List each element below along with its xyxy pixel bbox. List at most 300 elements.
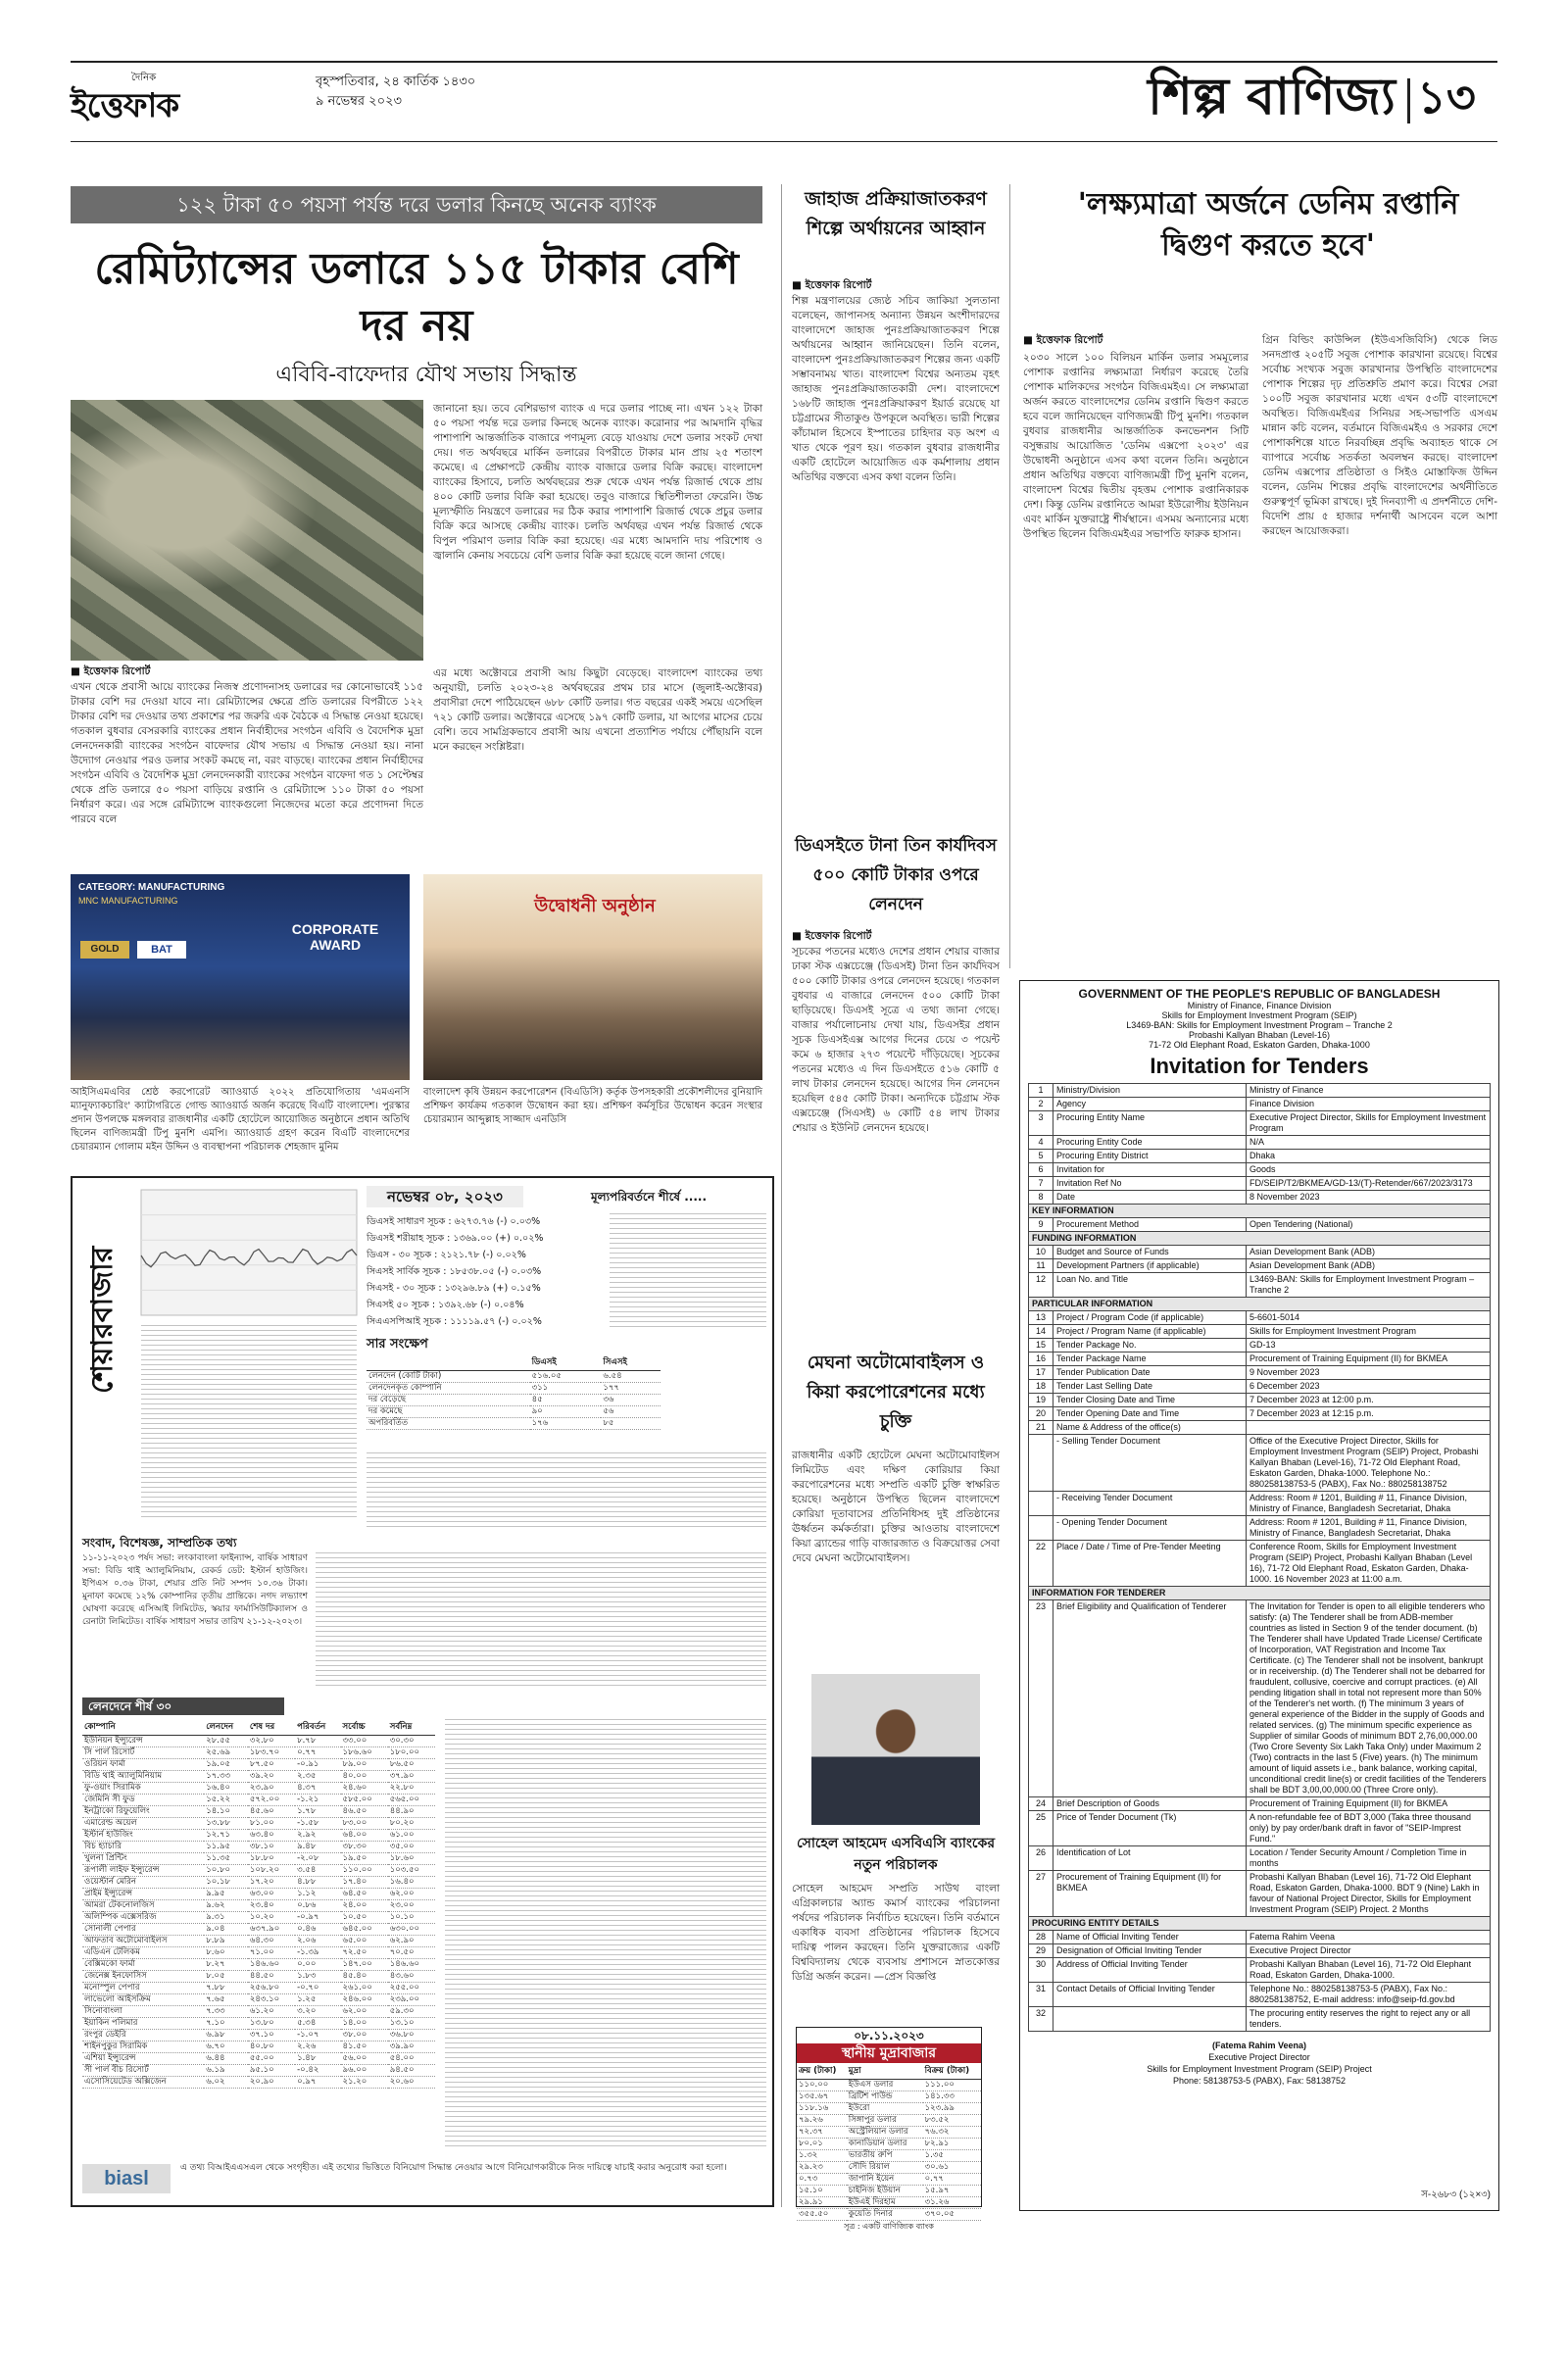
table-row: [82, 1912, 435, 1924]
tender-row-key: Procurement Method: [1054, 1218, 1247, 1232]
table-cell: ওয়েস্টার্ন মেরিন: [82, 1877, 204, 1889]
table-cell: ৩৩.০০: [341, 1736, 388, 1747]
tender-row-key: Brief Description of Goods: [1054, 1797, 1247, 1811]
table-cell: ৩৯.৯০: [388, 2041, 435, 2053]
hall-banner: উদ্বোধনী অনুষ্ঠান: [534, 896, 656, 916]
table-cell: ৩০.৬১: [923, 2162, 981, 2174]
stock-change-title: মূল্যপরিবর্তনে শীর্ষে .....: [590, 1190, 708, 1204]
tender-row-number: 10: [1029, 1246, 1054, 1259]
table-row: [1029, 1917, 1491, 1931]
tender-section-heading: KEY INFORMATION: [1029, 1205, 1491, 1218]
table-cell: -২.০৮: [295, 1853, 340, 1865]
table-cell: ১৮৩.৭০: [248, 1747, 295, 1759]
table-cell: কুয়েতি দিনার: [847, 2209, 923, 2221]
table-row: [82, 2053, 435, 2065]
tender-row-number: 7: [1029, 1177, 1054, 1191]
table-row: [82, 1853, 435, 1865]
table-cell: ৪৪.৫০: [248, 1971, 295, 1983]
tender-row-number: 11: [1029, 1259, 1054, 1273]
table-cell: ১০.২০: [248, 1912, 295, 1924]
lead-headline: রেমিট্যান্সের ডলারে ১১৫ টাকার বেশি দর নয়: [94, 244, 739, 351]
tender-loan: L3469-BAN: Skills for Employment Investment Program – Tranche 2: [1126, 1020, 1393, 1030]
tender-row-value: Executive Project Director: [1247, 1944, 1491, 1958]
table-cell: ১৪১.৩৩: [923, 2091, 981, 2103]
award-caption: আইসিএমএবির শ্রেষ্ঠ করপোরেট অ্যাওয়ার্ড ২০২২ প্রতিযোগিতায় 'এমএনসি ম্যানুফ্যাকচারিং' ক্যাটাগরিতে গোল্ড অ্যাওয়ার্ড অর্জন করেছে বিএটি বাংলাদেশ। পুরস্কার প্রদান উপলক্ষে মঙ্গলবার রাজধানীর একটি হোটেলে আয়োজিত অনুষ্ঠানে প্রধান অতিথি ছিলেন বাণিজ্যমন্ত্রী টিপু মুনশি এমপি। অ্যাওয়ার্ড গ্রহণ করেন বিএটি বাংলাদেশের চেয়ারম্যান গোলাম মইন উদ্দিন ও ব্যবস্থাপনা পরিচালক শেহজাদ মুনিম: [71, 1087, 410, 1153]
table-row: [1029, 1325, 1491, 1339]
tender-row-key: Name & Address of the office(s): [1054, 1421, 1247, 1435]
table-cell: ৫.৩৪: [295, 2018, 340, 2030]
tender-row-value: Asian Development Bank (ADB): [1247, 1246, 1491, 1259]
tender-sign-name: (Fatema Rahim Veena): [1211, 2041, 1307, 2050]
table-row: [82, 2018, 435, 2030]
table-row: [1029, 1944, 1491, 1958]
award-gold: GOLD: [80, 941, 129, 959]
table-cell: কানাডিয়ান ডলার: [847, 2139, 923, 2150]
story2-headline: ডিএসইতে টানা তিন কার্যদিবস ৫০০ কোটি টাকার ওপরে লেনদেন: [795, 836, 997, 914]
fx-date: ০৮.১১.২০২৩: [854, 2029, 924, 2042]
fx-header: মুদ্রা: [847, 2063, 923, 2080]
tender-row-number: 1: [1029, 1084, 1054, 1098]
table-cell: ইয়াকিন পলিমার: [82, 2018, 204, 2030]
table-row: [82, 1771, 435, 1783]
table-cell: সি পার্ল রিসোর্ট: [82, 1747, 204, 1759]
tender-section-heading: FUNDING INFORMATION: [1029, 1232, 1491, 1246]
table-cell: ২৫৬.৮০: [248, 1983, 295, 1994]
tender-section-heading: PARTICULAR INFORMATION: [1029, 1298, 1491, 1311]
table-cell: সৌদি রিয়াল: [847, 2162, 923, 2174]
tender-row-value: Skills for Employment Investment Program: [1247, 1325, 1491, 1339]
table-cell: ২৪৬.০০: [341, 1994, 388, 2006]
table-cell: ১৫.৯৭: [923, 2186, 981, 2197]
tender-row-key: Procurement of Training Equipment (II) for BKMEA: [1054, 1871, 1247, 1917]
table-cell: ২০.৬০: [388, 2077, 435, 2089]
table-row: [82, 2030, 435, 2041]
top30-header: শেষ দর: [248, 1719, 295, 1736]
table-cell: ২.০৬: [295, 1936, 340, 1947]
table-cell: ৪৪.৯০: [388, 1806, 435, 1818]
profile-photo: [811, 1674, 980, 1825]
table-cell: ভারতীয় রুপি: [847, 2150, 923, 2162]
table-row: [1029, 1516, 1491, 1541]
lead-bottom-text: এর মধ্যে অক্টোবরে প্রবাসী আয় কিছুটা বেড়েছে। বাংলাদেশ ব্যাংকের তথ্য অনুযায়ী, চলতি ২০২৩-২৪ অর্থবছরের প্রথম চার মাসে (জুলাই-অক্টোবর) প্রবাসীরা দেশে পাঠিয়েছেন ৬৮৮ কোটি ডলার। গত বছরের একই সময়ে এসেছিল ৭২১ কোটি ডলার। অক্টোবরে এসেছে ১৯৭ কোটি ডলার, যা আগের মাসের চেয়ে বেশি। তবে সামগ্রিকভাবে প্রবাসী আয় এখনো প্রত্যাশিত পর্যায়ে পৌঁছায়নি বলে মনে করছেন সংশ্লিষ্টরা।: [433, 667, 762, 753]
table-cell: ২১.২০: [341, 2077, 388, 2089]
table-cell: ৯.৩১: [204, 1912, 248, 1924]
table-cell: ৫৫.০০: [248, 2053, 295, 2065]
table-row: [1029, 1205, 1491, 1218]
table-cell: ৮২.৯১: [923, 2139, 981, 2150]
table-cell: ১৯.৫০: [341, 1853, 388, 1865]
table-cell: ওরিয়ন ফার্মা: [82, 1759, 204, 1771]
table-cell: খুলনা প্রিন্টিং: [82, 1853, 204, 1865]
tender-row-value: 6 December 2023: [1247, 1380, 1491, 1394]
table-row: [82, 1889, 435, 1900]
market-title: সংবাদ, বিশেষজ্ঞ, সাম্প্রতিক তথ্য: [82, 1536, 237, 1549]
story3-text: রাজধানীর একটি হোটেলে মেঘনা অটোমোবাইলস লিমিটেড এবং দক্ষিণ কোরিয়ার কিয়া করপোরেশনের মধ্যে সম্প্রতি একটি চুক্তি স্বাক্ষরিত হয়েছে। অনুষ্ঠানে উপস্থিত ছিলেন বাংলাদেশে কোরিয়া দূতাবাসের প্রতিনিধিসহ দুই প্রতিষ্ঠানের ঊর্ধ্বতন কর্মকর্তারা। চুক্তির আওতায় বাংলাদেশে কিয়া ব্র্যান্ডের গাড়ি বাজারজাত ও বিক্রয়োত্তর সেবা দেবে মেঘনা অটোমোবাইলস।: [792, 1450, 1000, 1564]
table-cell: লাভেলো আইসক্রিম: [82, 1994, 204, 2006]
table-cell: সোনালী পেপার: [82, 1924, 204, 1936]
table-cell: ১৯.০৫: [204, 1759, 248, 1771]
denim-col2-text: গ্রিন বিল্ডিং কাউন্সিল (ইউএসজিবিসি) থেকে লিড সনদপ্রাপ্ত ২০৫টি সবুজ পোশাক কারখানা রয়েছে। বিশ্বের সর্বোচ্চ সংখ্যক সবুজ কারখানার উপস্থিতি বাংলাদেশের পোশাক শিল্পের দৃঢ় প্রতিশ্রুতি প্রমাণ করে। বিশ্বের সেরা ১০০টি সবুজ কারখানার মধ্যে এখন ৫৩টি বাংলাদেশে অবস্থিত। বিজিএমইএর সিনিয়র সহ-সভাপতি এসএম মান্নান কচি বলেন, বর্তমানে বিজিএমইএ ও সরকার দেশে পোশাকশিল্পে যাতে নিরবচ্ছিন্ন প্রবৃদ্ধি অব্যাহত থাকে সে ব্যাপারে সর্বোচ্চ সতর্কতা অবলম্বন করছে। বাংলাদেশ ডেনিম এক্সপোর প্রতিষ্ঠাতা ও সিইও মোস্তাফিজ উদ্দিন বলেন, ডেনিম শিল্পের প্রবৃদ্ধি বাংলাদেশের অর্থনীতিতে গুরুত্বপূর্ণ ভূমিকা রাখছে। দুই দিনব্যাপী এ প্রদর্শনীতে দেশি-বিদেশি প্রায় ৫ হাজার দর্শনার্থী আসবেন বলে আশা করছেন আয়োজকরা।: [1262, 334, 1497, 537]
masthead-date-line1: বৃহস্পতিবার, ২৪ কার্তিক ১৪৩০: [316, 74, 476, 89]
table-cell: ১.১২: [295, 1889, 340, 1900]
table-row: [1029, 1163, 1491, 1177]
table-row: [797, 2103, 981, 2115]
tender-row-key: Brief Eligibility and Qualification of Tenderer: [1054, 1600, 1247, 1797]
sector-lines: [141, 1325, 357, 1521]
table-cell: আফতাব অটোমোবাইলস: [82, 1936, 204, 1947]
table-row: [1029, 2007, 1491, 2032]
table-row: [1029, 1339, 1491, 1353]
table-row: [797, 2127, 981, 2139]
fx-box: [796, 2027, 982, 2231]
tender-row-value: Fatema Rahim Veena: [1247, 1931, 1491, 1944]
table-cell: ২৩.৯০: [248, 1783, 295, 1795]
denim-byline: ■ ইত্তেফাক রিপোর্ট: [1023, 334, 1103, 346]
table-row: [1029, 1150, 1491, 1163]
tender-row-value: Address: Room # 1201, Building # 11, Finance Division, Ministry of Finance, Bangladesh Secretariat, Dhaka: [1247, 1516, 1491, 1541]
table-row: [1029, 1111, 1491, 1136]
table-cell: ৪০.৮০: [248, 2041, 295, 2053]
table-row: [82, 1983, 435, 1994]
table-row: [82, 1900, 435, 1912]
table-cell: ৭২.৫০: [341, 1947, 388, 1959]
tender-row-key: - Selling Tender Document: [1054, 1435, 1247, 1492]
tender-row-number: 21: [1029, 1421, 1054, 1435]
tender-row-key: Designation of Official Inviting Tender: [1054, 1944, 1247, 1958]
table-cell: জেমিনি সী ফুড: [82, 1795, 204, 1806]
tender-row-number: 28: [1029, 1931, 1054, 1944]
story2-text: সূচকের পতনের মধ্যেও দেশের প্রধান শেয়ার বাজার ঢাকা স্টক এক্সচেঞ্জে (ডিএসই) টানা তিন কার্যদিবস ৫০০ কোটি টাকার ওপরে লেনদেন হয়েছে। গতকাল বুধবার এ বাজারে লেনদেন ৫০০ কোটি টাকা ছাড়িয়েছে। ডিএসই সূত্রে এ তথ্য জানা গেছে। বাজার পর্যালোচনায় দেখা যায়, ডিএসইর প্রধান সূচক ডিএসইএক্স আগের দিনের চেয়ে ৩ পয়েন্ট কমে ৬ হাজার ২৭৩ পয়েন্টে দাঁড়িয়েছে। সূচকের পতনের মধ্যেও এ দিন ডিএসইতে ৫১৬ কোটি ৫ লাখ টাকার লেনদেন হয়েছে। আগের দিন লেনদেন হয়েছিল ৫৪৫ কোটি টাকা। অন্যদিকে চট্টগ্রাম স্টক এক্সচেঞ্জে (সিএসই) ৬ কোটি ৫৪ লাখ টাকার শেয়ার ও ইউনিট লেনদেন হয়েছে।: [792, 946, 1000, 1134]
table-cell: ১.৩৫: [923, 2150, 981, 2162]
tender-row-number: 24: [1029, 1797, 1054, 1811]
market-lines: [316, 1552, 766, 1690]
tender-row-value: Location / Tender Security Amount / Completion Time in months: [1247, 1846, 1491, 1871]
tender-row-value: L3469-BAN: Skills for Employment Investment Program – Tranche 2: [1247, 1273, 1491, 1298]
table-cell: ৩.৫৪: [295, 1865, 340, 1877]
section-title: শিল্প বাণিজ্য: [1148, 68, 1396, 126]
table-cell: ৬.০২: [204, 2077, 248, 2089]
profile-text: সোহেল আহমেদ সম্প্রতি সাউথ বাংলা এগ্রিকালচার অ্যান্ড কমার্স ব্যাংকের পরিচালনা পর্ষদের পরিচালক নির্বাচিত হয়েছেন। তিনি বর্তমানে একাধিক ব্যবসা প্রতিষ্ঠানের পরিচালক হিসেবে দায়িত্ব পালন করছেন। তিনি যুক্তরাজ্যের একটি বিশ্ববিদ্যালয় থেকে ব্যবসায় প্রশাসনে স্নাতকোত্তর ডিগ্রি অর্জন করেন। —প্রেস বিজ্ঞপ্তি: [792, 1883, 1000, 1983]
tender-address2: 71-72 Old Elephant Road, Eskaton Garden, Dhaka-1000: [1149, 1040, 1370, 1050]
table-cell: ৬১.২০: [248, 2006, 295, 2018]
table-cell: সী পার্ল বীচ রিসোর্ট: [82, 2065, 204, 2077]
tender-row-key: Project / Program Code (if applicable): [1054, 1311, 1247, 1325]
dollar-photo: [71, 400, 423, 661]
tender-row-value: GD-13: [1247, 1339, 1491, 1353]
tender-sign-org: Skills for Employment Investment Program (SEIP) Project: [1147, 2064, 1372, 2074]
table-row: [82, 1924, 435, 1936]
table-cell: চাইনিজ ইউয়ান: [847, 2186, 923, 2197]
tender-row-number: 16: [1029, 1353, 1054, 1366]
tender-row-value: Open Tendering (National): [1247, 1218, 1491, 1232]
tender-row-number: 15: [1029, 1339, 1054, 1353]
tender-sign-title: Executive Project Director: [1208, 2052, 1310, 2062]
tender-row-value: 7 December 2023 at 12:15 p.m.: [1247, 1407, 1491, 1421]
table-row: [1029, 1353, 1491, 1366]
stock-date: নভেম্বর ০৮, ২০২৩: [367, 1186, 523, 1207]
table-cell: ৮৩.০০: [341, 1818, 388, 1830]
table-cell: প্রাইম ইন্স্যুরেন্স: [82, 1889, 204, 1900]
tender-row-number: 4: [1029, 1136, 1054, 1150]
table-row: [1029, 1246, 1491, 1259]
table-cell: -০.৯৭: [295, 1912, 340, 1924]
tender-ref-code: স-২৬৮৩ (১২×৩): [1421, 2189, 1491, 2200]
table-cell: ৬৪.৩০: [248, 1936, 295, 1947]
biasl-logo: biasl: [82, 2164, 171, 2193]
table-cell: ৮.২৭: [204, 1959, 248, 1971]
table-cell: ২৩.৪০: [248, 1900, 295, 1912]
table-cell: -০.৭০: [295, 1983, 340, 1994]
table-cell: ৯.৬২: [204, 1900, 248, 1912]
top30-header: কোম্পানি: [82, 1719, 204, 1736]
table-cell: ব্রিটিশ পাউন্ড: [847, 2091, 923, 2103]
table-cell: ৯.৪৮: [295, 1842, 340, 1853]
tender-row-number: 18: [1029, 1380, 1054, 1394]
top30-table: [82, 1719, 435, 2089]
table-cell: ১০৩.৫০: [388, 1865, 435, 1877]
index-line: সিএসই সার্বিক সূচক : ১৮৫৩৮.০৫ (-) ০.০৩%: [367, 1266, 542, 1277]
lead-banner: [71, 186, 762, 223]
table-cell: ২৫.৬৯: [204, 1747, 248, 1759]
award-banner: CATEGORY: MANUFACTURING: [78, 882, 225, 893]
story1-text: শিল্প মন্ত্রণালয়ের জ্যেষ্ঠ সচিব জাকিয়া সুলতানা বলেছেন, জাপানসহ অন্যান্য উন্নয়ন অংশীদারদের বাংলাদেশে জাহাজ পুনঃপ্রক্রিয়াজাতকরণ শিল্পে অর্থায়নের আহ্বান জানিয়েছেন। তিনি বলেন, বাংলাদেশ পুনঃপ্রক্রিয়াজাতকরণ শিল্পের জন্য একটি সম্ভাবনাময় খাত। বাংলাদেশ বিশ্বের অন্যতম বৃহৎ জাহাজ পুনঃপ্রক্রিয়াজাতকারী দেশ। বাংলাদেশে ১৬৮টি জাহাজ পুনঃপ্রক্রিয়াকরণ ইয়ার্ড রয়েছে যা চট্টগ্রামের সীতাকুণ্ড উপকূলে অবস্থিত। ভারী শিল্পের কাঁচামাল হিসেবে ইস্পাতের চাহিদার বড় অংশ এ খাত থেকে পূরণ হয়। গতকাল বুধবার রাজধানীর একটি হোটেলে আয়োজিত এক কর্মশালায় প্রধান অতিথির বক্তব্যে এসব কথা বলেন তিনি।: [792, 295, 1000, 483]
table-cell: জাপানি ইয়েন: [847, 2174, 923, 2186]
hall-photo: [423, 874, 762, 1080]
table-cell: ১.৮৩: [295, 1971, 340, 1983]
tender-row-value: FD/SEIP/T2/BKMEA/GD-13/(T)-Retender/667/2023/3173: [1247, 1177, 1491, 1191]
table-cell: ১১.৯৫: [204, 1842, 248, 1853]
table-cell: ০.৮৬: [295, 1900, 340, 1912]
table-cell: -১.৫৮: [295, 1818, 340, 1830]
table-cell: ইউরো: [847, 2103, 923, 2115]
tender-row-key: Identification of Lot: [1054, 1846, 1247, 1871]
table-cell: ৪.৮৮: [295, 1877, 340, 1889]
top30-title: লেনদেনে শীর্ষ ৩০: [82, 1697, 284, 1715]
hall-caption: বাংলাদেশ কৃষি উন্নয়ন করপোরেশন (বিএডিসি) কর্তৃক উপসহকারী প্রকৌশলীদের বুনিয়াদি প্রশিক্ষণ কার্যক্রম গতকাল উদ্বোধন করা হয়। প্রশিক্ষণ কর্মসূচির উদ্বোধন করেন সংস্থার চেয়ারম্যান আব্দুল্লাহ সাজ্জাদ এনডিসি: [423, 1087, 762, 1125]
table-cell: ২৩.০০: [388, 1900, 435, 1912]
table-cell: ১১০.০০: [341, 1865, 388, 1877]
summary-table: [367, 1354, 661, 1430]
tender-row-key: Project / Program Name (if applicable): [1054, 1325, 1247, 1339]
table-cell: ৮১.০০: [248, 1818, 295, 1830]
table-cell: ৬২.৯০: [388, 1936, 435, 1947]
table-cell: রংপুর ডেইরি: [82, 2030, 204, 2041]
stock-block: [71, 1176, 774, 2207]
story3-headline: মেঘনা অটোমোবাইলস ও কিয়া করপোরেশনের মধ্যে চুক্তি: [807, 1353, 985, 1432]
table-cell: ১০৮.২০: [248, 1865, 295, 1877]
table-cell: ইউএই দিরহাম: [847, 2197, 923, 2209]
tender-row-value: Dhaka: [1247, 1150, 1491, 1163]
table-cell: ৩৬.৮০: [388, 2030, 435, 2041]
table-cell: এসোসিয়েটেড অক্সিজেন: [82, 2077, 204, 2089]
table-cell: ১৪.০০: [341, 2018, 388, 2030]
table-row: [1029, 1232, 1491, 1246]
tender-row-value: N/A: [1247, 1136, 1491, 1150]
tender-row-value: Probashi Kallyan Bhaban (Level 16), 71-72 Old Elephant Road, Eskaton Garden, Dhaka-1000. BDT 9 (Nine) Lakh in favour of National Project Director, Skills for Employment Investment Program (SEIP) Project. 2 Months: [1247, 1871, 1491, 1917]
summary-title: সার সংক্ষেপ: [367, 1337, 428, 1352]
table-row: [82, 2006, 435, 2018]
tender-row-key: Tender Publication Date: [1054, 1366, 1247, 1380]
table-cell: ১৪.১০: [204, 1806, 248, 1818]
tender-row-number: 12: [1029, 1273, 1054, 1298]
table-cell: সিঙ্গাপুর ডলার: [847, 2115, 923, 2127]
table-row: [1029, 1084, 1491, 1098]
tender-row-key: Tender Closing Date and Time: [1054, 1394, 1247, 1407]
tender-row-key: - Receiving Tender Document: [1054, 1492, 1247, 1516]
table-row: [1029, 1273, 1491, 1298]
table-cell: ৫৬.০০: [341, 2053, 388, 2065]
story2-byline: ■ ইত্তেফাক রিপোর্ট: [792, 930, 872, 942]
table-cell: শাইনপুকুর সিরামিক: [82, 2041, 204, 2053]
table-cell: ৮০.০১: [797, 2139, 847, 2150]
table-cell: ৯.৯৫: [204, 1889, 248, 1900]
tender-row-value: Probashi Kallyan Bhaban (Level 16), 71-72 Old Elephant Road, Eskaton Garden, Dhaka-1000.: [1247, 1958, 1491, 1983]
table-cell: ০.৭৭: [923, 2174, 981, 2186]
tender-row-key: Tender Last Selling Date: [1054, 1380, 1247, 1394]
table-row: [1029, 1797, 1491, 1811]
table-cell: ১৪৬.৬০: [248, 1959, 295, 1971]
fx-header: বিক্রয় (টাকা): [923, 2063, 981, 2080]
table-cell: ১৩৫.৬৭: [797, 2091, 847, 2103]
table-cell: ২৩৯.০০: [388, 1994, 435, 2006]
table-cell: ১.২৫: [295, 1994, 340, 2006]
table-row: [1029, 1846, 1491, 1871]
table-cell: ১০.১৮: [204, 1877, 248, 1889]
tender-section-heading: PROCURING ENTITY DETAILS: [1029, 1917, 1491, 1931]
table-row: [1029, 1366, 1491, 1380]
story1-headline: জাহাজ প্রক্রিয়াজাতকরণ শিল্পে অর্থায়নের আহ্বান: [805, 188, 987, 239]
biasl-note: এ তথ্য বিআইএএসএল থেকে সংগৃহীত। এই তথ্যের ভিত্তিতে বিনিয়োগ সিদ্ধান্ত নেওয়ার আগে বিনিয়োগকারীকে নিজ দায়িত্বে যাচাই করার অনুরোধ করা হলো।: [180, 2163, 727, 2173]
table-cell: ১৩.৮০: [248, 2018, 295, 2030]
tender-ministry: Ministry of Finance, Finance Division: [1187, 1001, 1332, 1010]
table-cell: ৬২.০০: [341, 2006, 388, 2018]
tender-table: [1028, 1083, 1491, 2032]
table-row: [797, 2150, 981, 2162]
table-row: [1029, 1259, 1491, 1273]
tender-row-number: 3: [1029, 1111, 1054, 1136]
table-cell: মনোস্পুল পেপার: [82, 1983, 204, 1994]
summary-header: ডিএসই: [530, 1354, 602, 1371]
table-cell: সিনোবাংলা: [82, 2006, 204, 2018]
table-cell: ২০.৯০: [248, 2077, 295, 2089]
table-row: [82, 1783, 435, 1795]
fx-title: স্থানীয় মুদ্রাবাজার: [797, 2043, 981, 2063]
table-cell: ৯৫.১০: [248, 2065, 295, 2077]
table-cell: ১১.৩৫: [204, 1853, 248, 1865]
table-cell: ২৯.৯১: [797, 2197, 847, 2209]
lead-subhead: এবিবি-বাফেদার যৌথ সভায় সিদ্ধান্ত: [275, 363, 577, 387]
table-cell: ৬.১৯: [204, 2065, 248, 2077]
table-row: [797, 2115, 981, 2127]
table-cell: ৬.৪৪: [204, 2053, 248, 2065]
table-cell: -১.০৭: [295, 2030, 340, 2041]
table-cell: ০.৯৭: [295, 2077, 340, 2089]
table-row: [82, 1877, 435, 1889]
table-cell: ৪৫.৬০: [248, 1806, 295, 1818]
summary-header: সিএসই: [601, 1354, 661, 1371]
fx-table: [797, 2063, 981, 2221]
table-cell: ৭১.০০: [248, 1947, 295, 1959]
table-cell: ৭২.৩৭: [797, 2127, 847, 2139]
table-cell: ৮৭.৫০: [248, 1759, 295, 1771]
table-cell: ৪৩.৬০: [388, 1971, 435, 1983]
tender-row-value: Conference Room, Skills for Employment Investment Program (SEIP) Project, Probashi Kallyan Bhaban (Level 16), 71-72 Old Elephant Road, Eskaton Garden, Dhaka-1000. 16 November 2023 at 11:00 a.m.: [1247, 1541, 1491, 1587]
summary-header: [367, 1354, 530, 1371]
table-row: [82, 1736, 435, 1747]
table-cell: ইউএস ডলার: [847, 2080, 923, 2091]
tender-row-key: Development Partners (if applicable): [1054, 1259, 1247, 1273]
tender-row-value: Procurement of Training Equipment (II) for BKMEA: [1247, 1353, 1491, 1366]
table-cell: ইস্টার্ন হাউজিং: [82, 1830, 204, 1842]
lead-byline: ■ ইত্তেফাক রিপোর্ট: [71, 665, 151, 677]
table-row: [82, 2077, 435, 2089]
tender-row-value: Ministry of Finance: [1247, 1084, 1491, 1098]
tender-row-number: 13: [1029, 1311, 1054, 1325]
index-line: সিএসই - ৩০ সূচক : ১৩২৯৬.৮৯ (+) ০.১৫%: [367, 1283, 541, 1294]
table-row: [797, 2174, 981, 2186]
table-row: [1029, 1311, 1491, 1325]
tender-row-number: 22: [1029, 1541, 1054, 1587]
table-row: [1029, 1541, 1491, 1587]
tender-row-value: The Invitation for Tender is open to all eligible tenderers who satisfy: (a) The Tenderer shall be from ADB-member countries as listed in Section 9 of the tender document. (b) The Tenderer shall have Updated Trade License/ Certificate of Incorporation, VAT Registration and Income Tax Certificate. (c) The Tenderer shall not be insolvent, bankrupt or in receivership. (d) The Tenderer shall not be debarred for fraudulent, collusive, coercive and corrupt practices. (e) All pending litigation shall in total not represent more than 50% of the Tenderer's net worth. (f) The minimum 3 years of general experience of the Bidder in the supply of Goods and related services. (g) The minimum specific experience as Supplier of similar Goods of minimum BDT 2,76,00,000.00 (Two Crore Seventy Six Lakh Taka Only) under Maximum 2 (Two) contracts in the last 5 (Five) years. (h) The minimum amount of liquid assets i.e., bank balance, working capital, unconditional credit line(s) or credit facilities of the Tenderers shall be BDT 3,00,00,000.00 (Three Crore only).: [1247, 1600, 1491, 1797]
index-lines: [367, 1213, 602, 1330]
table-cell: ফু-ওয়াং সিরামিক: [82, 1783, 204, 1795]
table-row: [1029, 1492, 1491, 1516]
table-cell: ৩৭০.০৫: [923, 2209, 981, 2221]
tender-row-number: 27: [1029, 1871, 1054, 1917]
table-cell: ১৮০.০০: [388, 1747, 435, 1759]
table-cell: ১৭.২০: [248, 1877, 295, 1889]
table-cell: ৬৪.০০: [341, 1830, 388, 1842]
table-cell: ৪.৩৭: [295, 1783, 340, 1795]
tender-title: Invitation for Tenders: [1150, 1054, 1369, 1078]
table-cell: ০.০০: [295, 1959, 340, 1971]
tender-row-number: 14: [1029, 1325, 1054, 1339]
top30-right-lines: [445, 1719, 766, 2150]
tender-row-number: [1029, 1516, 1054, 1541]
table-row: [82, 2065, 435, 2077]
table-cell: ১০.৫০: [341, 1912, 388, 1924]
table-cell: ২৪.০০: [341, 1900, 388, 1912]
tender-row-value: 7 December 2023 at 12:00 p.m.: [1247, 1394, 1491, 1407]
table-cell: ১০.৮০: [204, 1865, 248, 1877]
table-cell: ১.৩২: [797, 2150, 847, 2162]
table-cell: ৩৭.৯০: [388, 1771, 435, 1783]
tender-row-key: Contact Details of Official Inviting Tender: [1054, 1983, 1247, 2007]
table-row: [1029, 1394, 1491, 1407]
table-cell: ১৮৬.৬০: [341, 1747, 388, 1759]
tender-row-value: A non-refundable fee of BDT 3,000 (Taka three thousand only) by pay order/bank draft in favor of "SEIP-Imprest Fund.": [1247, 1811, 1491, 1846]
table-row: [1029, 1098, 1491, 1111]
tender-row-number: 2: [1029, 1098, 1054, 1111]
denim-headline: 'লক্ষ্যমাত্রা অর্জনে ডেনিম রপ্তানি দ্বিগুণ করতে হবে': [1077, 187, 1459, 263]
table-cell: ৬৪.৫০: [341, 1889, 388, 1900]
table-row: [82, 1994, 435, 2006]
table-cell: ২.৩৫: [295, 1771, 340, 1783]
table-cell: ৭.৮৮: [204, 1983, 248, 1994]
table-cell: ৬১.০০: [388, 1830, 435, 1842]
table-row: [1029, 1380, 1491, 1394]
table-cell: ৬২.০০: [388, 1889, 435, 1900]
table-cell: ২৬১.০০: [341, 1983, 388, 1994]
table-cell: ৮৩.৫২: [923, 2115, 981, 2127]
tender-row-key: Tender Package Name: [1054, 1353, 1247, 1366]
table-cell: ৩২.৮০: [248, 1736, 295, 1747]
table-cell: ইনট্রাকো রিফুয়েলিং: [82, 1806, 204, 1818]
table-row: [1029, 1407, 1491, 1421]
table-cell: ১৭.৪০: [341, 1877, 388, 1889]
tender-row-number: [1029, 1435, 1054, 1492]
